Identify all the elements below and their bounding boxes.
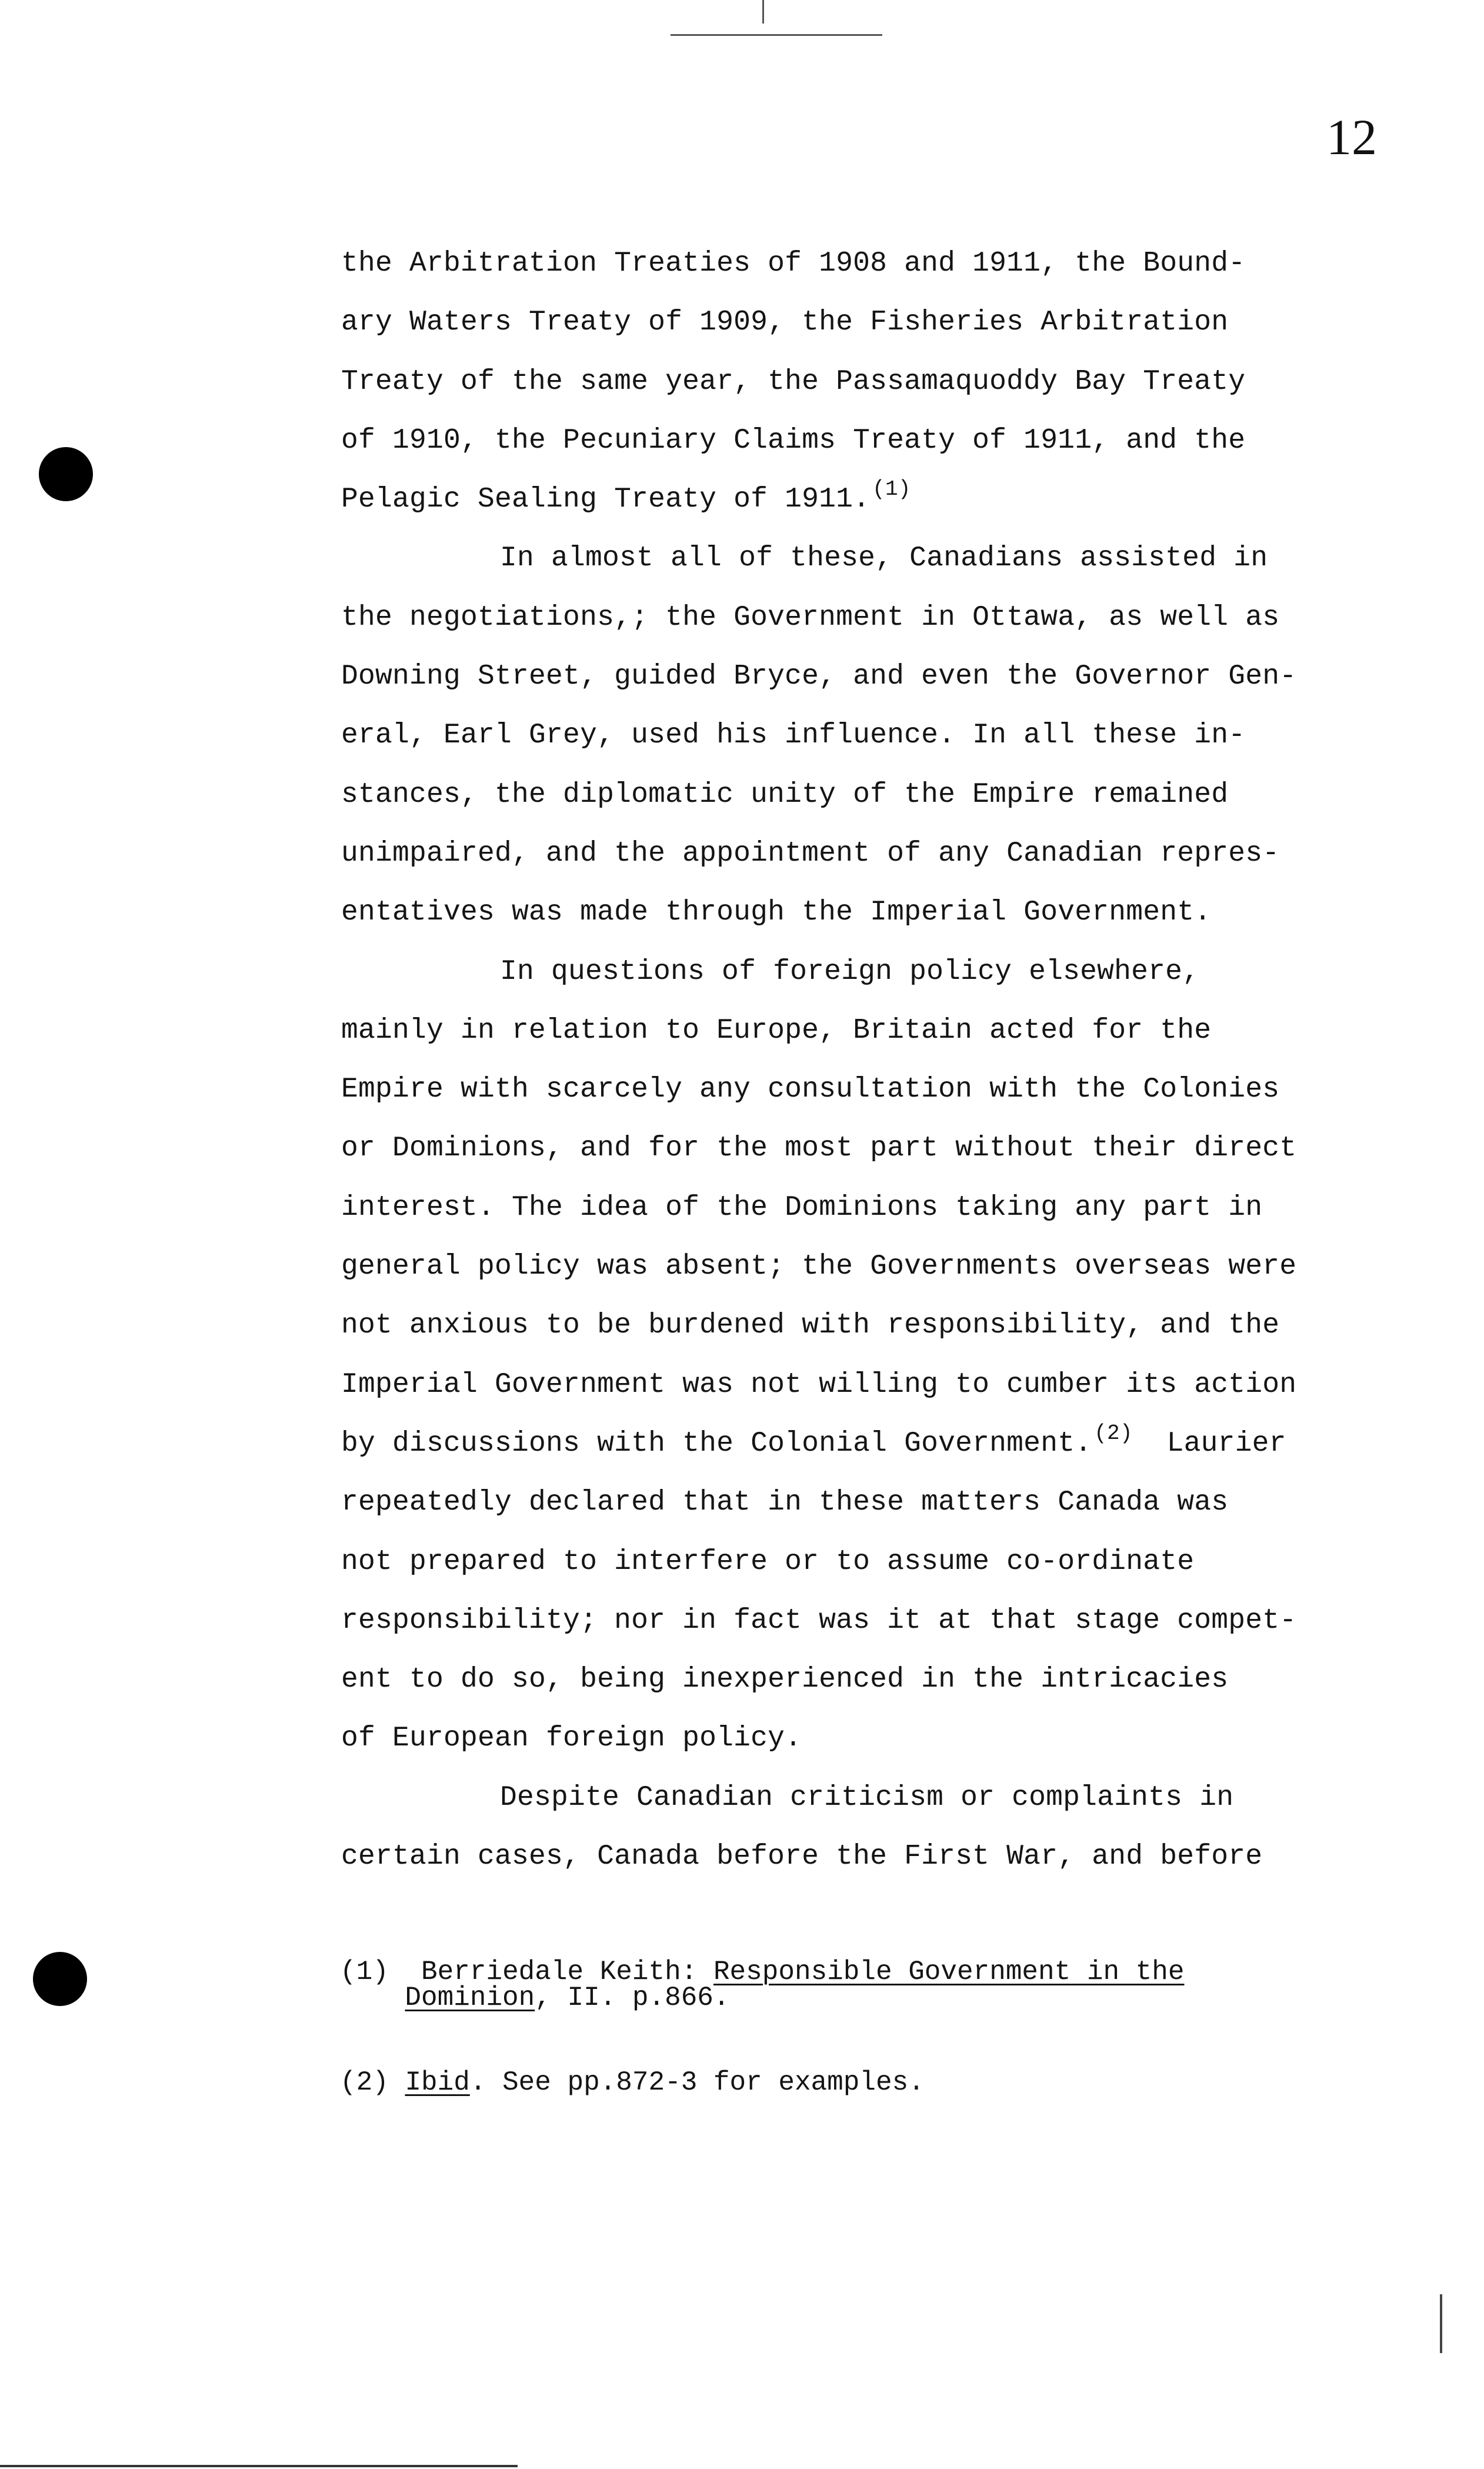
- footnote-marker: (1): [340, 1957, 389, 1987]
- text-line: Empire with scarcely any consultation with the Colonies: [341, 1074, 1280, 1106]
- text-line-content: Laurier: [1132, 1427, 1286, 1460]
- text-line: mainly in relation to Europe, Britain acted for the: [341, 1014, 1212, 1047]
- text-line: of European foreign policy.: [341, 1722, 802, 1755]
- text-line: responsibility; nor in fact was it at that stage compet-: [341, 1604, 1297, 1637]
- footnote-title: Dominion: [405, 1982, 535, 2013]
- footnote-1: [340, 1959, 1375, 1985]
- text-line-content: Pelagic Sealing Treaty of 1911.: [341, 484, 871, 516]
- text-line: entatives was made through the Imperial Government.: [341, 897, 1212, 929]
- footnote-1-continued: [340, 1982, 1375, 2013]
- footnote-ibid: Ibid: [405, 2067, 470, 2098]
- footnote-ref: (1): [872, 477, 911, 502]
- text-line: or Dominions, and for the most part without their direct: [341, 1132, 1297, 1165]
- footnote-marker: (2): [340, 2067, 389, 2098]
- body-text: [341, 234, 1353, 1886]
- text-line: In almost all of these, Canadians assisted in: [500, 542, 1268, 575]
- text-line: Downing Street, guided Bryce, and even the Governor Gen-: [341, 661, 1297, 693]
- text-line: [341, 470, 1353, 529]
- punch-hole-bottom: [33, 1952, 87, 2006]
- text-line: interest. The idea of the Dominions taking any part in: [341, 1191, 1263, 1224]
- footnote-tail: , II. p.866.: [535, 1982, 730, 2013]
- text-line: general policy was absent; the Governments overseas were: [341, 1251, 1297, 1283]
- footnote-title: Responsible Government in the: [713, 1957, 1185, 1987]
- text-line: unimpaired, and the appointment of any Canadian repres-: [341, 837, 1280, 869]
- text-line: ary Waters Treaty of 1909, the Fisheries Arbitration: [341, 306, 1229, 339]
- footnote-ref: (2): [1094, 1421, 1133, 1445]
- footnote-author: Berriedale Keith:: [421, 1957, 713, 1987]
- text-line-content: by discussions with the Colonial Government.: [341, 1427, 1092, 1460]
- text-line: not prepared to interfere or to assume co-ordinate: [341, 1545, 1195, 1578]
- text-line: not anxious to be burdened with responsibility, and the: [341, 1310, 1280, 1342]
- punch-hole-top: [39, 447, 93, 501]
- text-line: of 1910, the Pecuniary Claims Treaty of 1911, and the: [341, 424, 1246, 457]
- text-line: certain cases, Canada before the First War, and before: [341, 1841, 1263, 1873]
- top-scan-mark: [671, 34, 882, 36]
- text-line: Imperial Government was not willing to cumber its action: [341, 1368, 1297, 1401]
- text-line: the Arbitration Treaties of 1908 and 1911, the Bound-: [341, 248, 1246, 279]
- text-line: repeatedly declared that in these matters Canada was: [341, 1487, 1229, 1519]
- text-line: Treaty of the same year, the Passamaquoddy Bay Treaty: [341, 365, 1246, 398]
- top-scan-tick: [762, 0, 764, 24]
- right-edge-mark: [1440, 2294, 1442, 2353]
- footnote-tail: . See pp.872-3 for examples.: [469, 2067, 925, 2098]
- text-line: eral, Earl Grey, used his influence. In all these in-: [341, 719, 1246, 752]
- page-number: 12: [1326, 109, 1377, 165]
- text-line: [341, 1414, 1353, 1473]
- text-line: the negotiations,; the Government in Ottawa, as well as: [341, 601, 1280, 634]
- text-line: In questions of foreign policy elsewhere,: [500, 955, 1200, 988]
- text-line: stances, the diplomatic unity of the Empire remained: [341, 778, 1229, 811]
- text-line: ent to do so, being inexperienced in the intricacies: [341, 1664, 1229, 1696]
- footnotes: [340, 1957, 1375, 2098]
- footnote-2: [340, 2067, 1375, 2098]
- text-line: Despite Canadian criticism or complaints in: [500, 1781, 1234, 1814]
- bottom-scan-line: [0, 2465, 518, 2467]
